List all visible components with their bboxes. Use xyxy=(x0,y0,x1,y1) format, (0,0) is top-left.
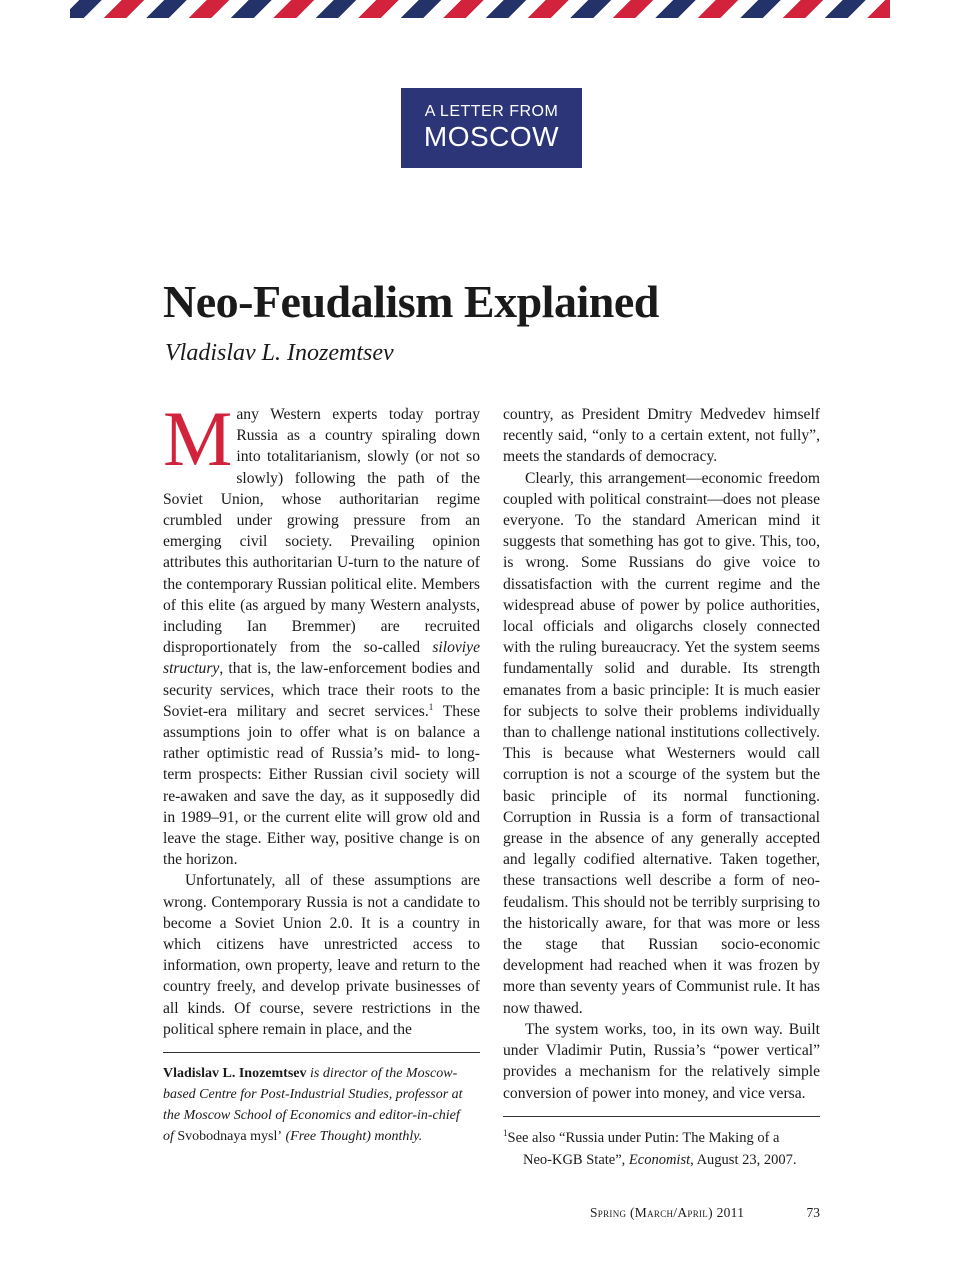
text-run: , that is, the law-enforcement bodies and security services, which trace their roots to the Soviet-era military and secret services. xyxy=(163,660,480,720)
footnote-number: 1 xyxy=(503,1128,508,1139)
footnote-publication: Economist xyxy=(628,1152,691,1168)
author-bio xyxy=(163,1063,463,1147)
bio-divider xyxy=(163,1052,480,1053)
paragraph: country, as President Dmitry Medvedev himself recently said, “only to a certain extent, not fully”, meets the standards of democracy. xyxy=(503,406,820,466)
page-footer xyxy=(590,1205,820,1221)
paragraph: The system works, too, in its own way. Built under Vladimir Putin, Russia’s “power vertical” provides a mechanism for the relatively simple conversion of power into money, and vice versa. xyxy=(503,1020,820,1102)
bio-name: Vladislav L. Inozemtsev xyxy=(163,1066,307,1081)
footnote-text: See also “Russia under Putin: The Making of a xyxy=(507,1130,780,1146)
bio-publication: Svobodnaya mysl’ xyxy=(177,1129,282,1144)
right-column xyxy=(503,404,820,1104)
badge-line-1: A LETTER FROM xyxy=(424,103,559,120)
footnote-text: Neo-KGB State”, xyxy=(523,1152,629,1168)
article-author: Vladislav L. Inozemtsev xyxy=(165,340,394,366)
paragraph xyxy=(163,395,480,870)
airmail-stripe xyxy=(70,0,890,18)
left-column xyxy=(163,395,480,1040)
page-number: 73 xyxy=(806,1205,820,1220)
footnote xyxy=(503,1127,820,1171)
badge-line-2: MOSCOW xyxy=(423,121,560,152)
italic-term: siloviye structury xyxy=(163,639,480,678)
footnote-marker[interactable]: 1 xyxy=(428,701,434,712)
footnote-divider xyxy=(503,1116,820,1117)
bio-text: (Free Thought) monthly. xyxy=(282,1129,423,1144)
text-run: These assumptions join to offer what is on balance a rather optimistic read of Russia’s mid- to long-term prospects: Either Russian civil society will re-awaken and save the day, as it supposedly did in 1989–91, or the current elite will grow old and leave the stage. Either way, positive change is on the horizon. xyxy=(163,702,480,869)
paragraph: Clearly, this arrangement—economic freedom coupled with political constraint—does not please everyone. To the standard American mind it suggests that something has got to give. This, too, is wrong. Some Russians do give voice to dissatisfaction with the current regime and the widespread abuse of power by police authorities, local officials and oligarchs closely connected with the ruling bureaucracy. Yet the system seems fundamentally solid and durable. Its strength emanates from a basic principle: It is much easier for subjects to solve their problems individually than to challenge national institutions collectively. This is because what Westerners would call corruption is not a scourge of the system but the basic principle of its normal functioning. Corruption in Russia is a form of transactional grease in the absence of any generally accepted and legally codified alternative. Taken together, these transactions well describe a form of neo-feudalism. This should not be terribly surprising to the historically aware, for that was more or less the stage that Russian socio-economic development had reached when it was frozen by more than seventy years of Communist rule. It has now thawed. xyxy=(503,469,820,1017)
drop-cap: M xyxy=(163,395,233,482)
paragraph: Unfortunately, all of these assumptions are wrong. Contemporary Russia is not a candidate to become a Soviet Union 2.0. It is a country in which citizens have unrestricted access to information, own property, leave and return to the country freely, and develop private businesses of all kinds. Of course, severe restrictions in the political sphere remain in place, and the xyxy=(163,872,480,1038)
article-title: Neo-Feudalism Explained xyxy=(163,276,659,327)
section-badge xyxy=(401,88,582,168)
footnote-date: , August 23, 2007. xyxy=(690,1152,797,1168)
bio-text: is director of the Moscow-based Centre for Post-Industrial Studies, professor at the Moscow School of Economics and editor-in-chief of xyxy=(163,1066,463,1144)
text-run: any Western experts today portray Russia as a country spiraling down into totalitarianism, slowly (or not so slowly) following the path of the Soviet Union, whose authoritarian regime crumbled under growing pressure from an emerging civil society. Prevailing opinion attributes this authoritarian U-turn to the nature of the contemporary Russian political elite. Members of this elite (as argued by many Western analysts, including Ian Bremmer) are recruited disproportionately from the so-called xyxy=(163,406,480,657)
issue-label: Spring (March/April) 2011 xyxy=(590,1205,745,1220)
